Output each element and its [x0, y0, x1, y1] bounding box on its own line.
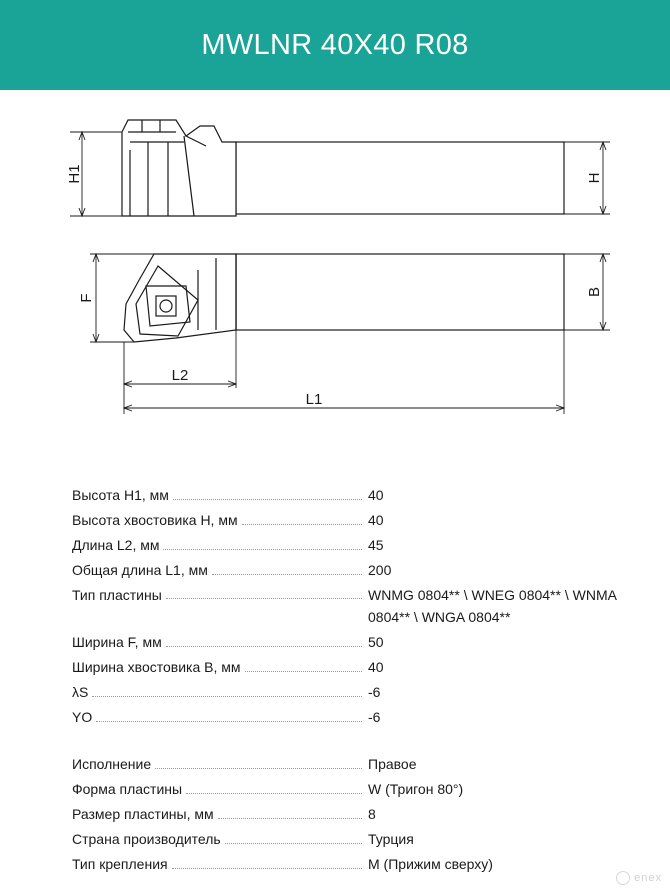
dim-b-label: B	[586, 286, 603, 298]
spec-row	[72, 853, 657, 875]
spec-row	[72, 584, 657, 628]
spec-value: 50	[368, 634, 384, 650]
spec-row	[72, 631, 657, 653]
spec-row	[72, 828, 657, 850]
page-header	[0, 0, 670, 90]
spec-value: W (Тригон 80°)	[368, 781, 464, 797]
dim-l1-label: L1	[305, 391, 323, 408]
spec-row	[72, 753, 657, 775]
spec-label: Тип крепления	[72, 856, 168, 872]
side-view	[122, 120, 564, 216]
spec-row	[72, 559, 657, 581]
spec-value: 200	[368, 562, 392, 578]
dim-h1-label: H1	[66, 164, 83, 184]
top-view	[124, 254, 564, 342]
spec-value: -6	[368, 684, 381, 700]
spec-row	[72, 656, 657, 678]
spec-label: λS	[72, 684, 89, 700]
dim-h-label: H	[586, 172, 603, 184]
spec-row	[72, 534, 657, 556]
spec-label: Исполнение	[72, 756, 152, 772]
spec-label: Размер пластины, мм	[72, 806, 214, 822]
spec-row	[72, 778, 657, 800]
spec-value: 40	[368, 659, 384, 675]
spec-label: Форма пластины	[72, 781, 183, 797]
dim-f-label: F	[78, 293, 95, 303]
spec-row	[72, 484, 657, 506]
spec-label: Высота хвостовика H, мм	[72, 512, 238, 528]
spec-value: WNMG 0804** \ WNEG 0804** \ WNMA 0804** \ WNGA 0804**	[368, 587, 617, 625]
page-title: MWLNR 40X40 R08	[201, 28, 469, 61]
tool-drawing	[0, 90, 670, 450]
watermark-logo	[616, 871, 662, 885]
spec-label: Страна производитель	[72, 831, 221, 847]
spec-value: 40	[368, 512, 384, 528]
spec-row	[72, 681, 657, 703]
dim-l1	[124, 330, 564, 414]
spec-row	[72, 803, 657, 825]
spec-value: 8	[368, 806, 376, 822]
spec-label: Ширина хвостовика B, мм	[72, 659, 241, 675]
spec-value: -6	[368, 709, 381, 725]
spec-value: M (Прижим сверху)	[368, 856, 493, 872]
spec-label: Тип пластины	[72, 587, 162, 603]
spec-value: 45	[368, 537, 384, 553]
spec-label: Общая длина L1, мм	[72, 562, 208, 578]
watermark-text: enex	[634, 872, 662, 884]
spec-label: Ширина F, мм	[72, 634, 162, 650]
spec-value: Правое	[368, 756, 417, 772]
logo-circle-icon	[616, 871, 630, 885]
spec-list	[72, 484, 657, 875]
spec-value: Турция	[368, 831, 414, 847]
spec-row	[72, 706, 657, 728]
dim-l2-label: L2	[171, 367, 189, 384]
spec-value: 40	[368, 487, 384, 503]
spec-row	[72, 509, 657, 531]
spec-label: YO	[72, 709, 93, 725]
spec-label: Высота H1, мм	[72, 487, 169, 503]
spec-label: Длина L2, мм	[72, 537, 160, 553]
